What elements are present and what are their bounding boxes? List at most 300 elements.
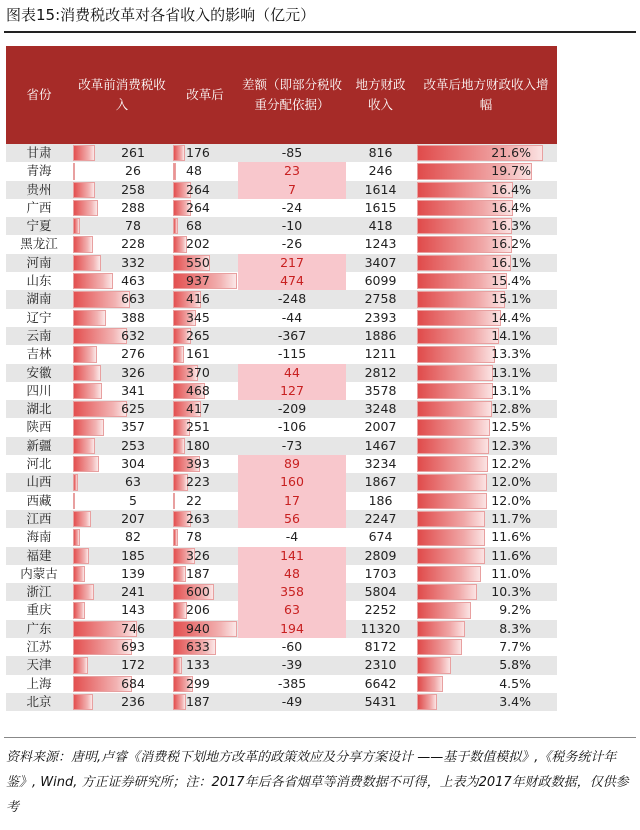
diff-cell	[238, 638, 346, 656]
table-row	[6, 656, 557, 674]
growth-cell	[415, 528, 557, 546]
header-province: 省份	[26, 87, 52, 102]
local-revenue-cell	[346, 656, 415, 674]
after-cell	[172, 345, 238, 363]
diff-value: 56	[284, 510, 300, 526]
after-value: 417	[186, 401, 210, 417]
province-name: 河南	[26, 254, 52, 270]
local-revenue-value: 2758	[364, 291, 397, 307]
after-value: 202	[186, 236, 210, 252]
province-name: 西藏	[26, 492, 52, 508]
before-cell	[72, 199, 172, 217]
province-cell	[6, 162, 72, 180]
after-value: 345	[186, 309, 210, 325]
province-name: 湖北	[26, 401, 52, 417]
province-name: 陕西	[26, 419, 52, 435]
before-value: 63	[125, 474, 141, 490]
growth-cell	[415, 345, 557, 363]
before-value: 143	[121, 602, 145, 618]
diff-cell	[238, 437, 346, 455]
diff-value: -85	[281, 145, 303, 160]
province-name: 天津	[26, 657, 52, 673]
province-name: 新疆	[26, 437, 52, 453]
after-value: 187	[186, 565, 210, 581]
before-cell	[72, 364, 172, 382]
growth-value: 11.0%	[491, 565, 531, 581]
diff-value: 44	[284, 364, 300, 380]
before-value: 228	[121, 236, 145, 252]
growth-value: 21.6%	[491, 145, 531, 160]
after-value: 176	[186, 145, 210, 160]
province-name: 广西	[26, 199, 52, 215]
province-name: 福建	[26, 547, 52, 563]
before-value: 253	[121, 437, 145, 453]
table-row	[6, 254, 557, 272]
after-value: 326	[186, 547, 210, 563]
province-name: 辽宁	[26, 309, 52, 325]
table-body	[6, 144, 557, 711]
local-revenue-value: 1243	[364, 236, 397, 252]
before-value: 241	[121, 584, 145, 600]
growth-cell	[415, 437, 557, 455]
before-cell	[72, 693, 172, 711]
after-value: 22	[186, 492, 202, 508]
after-value: 78	[186, 529, 202, 545]
after-cell	[172, 601, 238, 619]
header-before: 改革前消费税收入	[78, 77, 166, 112]
growth-cell	[415, 565, 557, 583]
before-cell	[72, 400, 172, 418]
before-value: 82	[125, 529, 141, 545]
province-cell	[6, 400, 72, 418]
growth-value: 16.3%	[491, 218, 531, 234]
after-value: 299	[186, 675, 210, 691]
before-value: 463	[121, 273, 145, 289]
province-name: 山西	[26, 474, 52, 490]
province-cell	[6, 565, 72, 583]
header-diff: 差额（即部分税收重分配依据）	[242, 77, 343, 112]
province-cell	[6, 418, 72, 436]
province-cell	[6, 382, 72, 400]
diff-value: -44	[281, 309, 303, 325]
growth-cell	[415, 217, 557, 235]
after-value: 161	[186, 346, 210, 362]
table-row	[6, 327, 557, 345]
before-cell	[72, 345, 172, 363]
table-row	[6, 638, 557, 656]
before-cell	[72, 181, 172, 199]
local-revenue-cell	[346, 547, 415, 565]
growth-cell	[415, 547, 557, 565]
after-cell	[172, 437, 238, 455]
growth-value: 12.0%	[491, 492, 531, 508]
growth-cell	[415, 583, 557, 601]
after-cell	[172, 254, 238, 272]
local-revenue-cell	[346, 675, 415, 693]
local-revenue-value: 2247	[364, 510, 397, 526]
before-value: 663	[121, 291, 145, 307]
local-revenue-value: 3234	[364, 456, 397, 472]
growth-value: 10.3%	[491, 584, 531, 600]
diff-value: -60	[281, 639, 303, 655]
title-divider	[4, 31, 636, 33]
after-value: 393	[186, 456, 210, 472]
before-cell	[72, 620, 172, 638]
local-revenue-cell	[346, 400, 415, 418]
local-revenue-cell	[346, 455, 415, 473]
before-cell	[72, 492, 172, 510]
before-value: 332	[121, 254, 145, 270]
growth-value: 9.2%	[499, 602, 531, 618]
local-revenue-value: 1211	[364, 346, 397, 362]
diff-value: -49	[281, 693, 303, 709]
province-cell	[6, 181, 72, 199]
province-name: 云南	[26, 327, 52, 343]
table-row	[6, 510, 557, 528]
before-value: 288	[121, 199, 145, 215]
local-revenue-value: 6642	[364, 675, 397, 691]
after-cell	[172, 565, 238, 583]
after-value: 48	[186, 163, 202, 179]
after-cell	[172, 492, 238, 510]
diff-cell	[238, 181, 346, 199]
diff-cell	[238, 345, 346, 363]
growth-cell	[415, 492, 557, 510]
header-local: 地方财政收入	[355, 77, 406, 112]
table-row	[6, 565, 557, 583]
growth-cell	[415, 455, 557, 473]
after-cell	[172, 309, 238, 327]
province-cell	[6, 492, 72, 510]
growth-value: 11.6%	[491, 529, 531, 545]
growth-value: 5.8%	[499, 657, 531, 673]
growth-cell	[415, 181, 557, 199]
after-cell	[172, 418, 238, 436]
province-cell	[6, 235, 72, 253]
local-revenue-cell	[346, 309, 415, 327]
province-name: 江苏	[26, 639, 52, 655]
table-row	[6, 492, 557, 510]
before-cell	[72, 290, 172, 308]
province-cell	[6, 675, 72, 693]
local-revenue-cell	[346, 601, 415, 619]
table-row	[6, 583, 557, 601]
local-revenue-cell	[346, 144, 415, 162]
after-cell	[172, 364, 238, 382]
table-row	[6, 473, 557, 491]
province-name: 吉林	[26, 346, 52, 362]
after-value: 265	[186, 327, 210, 343]
after-value: 187	[186, 693, 210, 709]
growth-cell	[415, 162, 557, 180]
after-value: 223	[186, 474, 210, 490]
after-value: 370	[186, 364, 210, 380]
diff-value: -385	[277, 675, 307, 691]
before-value: 185	[121, 547, 145, 563]
province-name: 浙江	[26, 584, 52, 600]
diff-value: 89	[284, 456, 300, 472]
province-cell	[6, 547, 72, 565]
province-name: 北京	[26, 693, 52, 709]
local-revenue-value: 1467	[364, 437, 397, 453]
growth-cell	[415, 473, 557, 491]
before-cell	[72, 162, 172, 180]
after-cell	[172, 528, 238, 546]
diff-cell	[238, 492, 346, 510]
before-value: 236	[121, 693, 145, 709]
diff-value: 474	[280, 273, 304, 289]
diff-cell	[238, 309, 346, 327]
after-cell	[172, 382, 238, 400]
before-cell	[72, 455, 172, 473]
after-cell	[172, 675, 238, 693]
growth-value: 15.1%	[491, 291, 531, 307]
diff-value: 23	[284, 163, 300, 179]
after-value: 550	[186, 254, 210, 270]
diff-cell	[238, 254, 346, 272]
after-cell	[172, 144, 238, 162]
local-revenue-value: 2809	[364, 547, 397, 563]
local-revenue-value: 5804	[364, 584, 397, 600]
province-cell	[6, 199, 72, 217]
figure-title: 图表15:消费税改革对各省收入的影响（亿元）	[6, 6, 316, 24]
growth-value: 13.1%	[491, 364, 531, 380]
local-revenue-value: 8172	[364, 639, 397, 655]
diff-value: -26	[281, 236, 303, 252]
table-row	[6, 272, 557, 290]
province-cell	[6, 583, 72, 601]
local-revenue-cell	[346, 217, 415, 235]
diff-value: -73	[281, 437, 303, 453]
growth-cell	[415, 272, 557, 290]
data-table	[6, 46, 557, 711]
growth-cell	[415, 309, 557, 327]
local-revenue-cell	[346, 473, 415, 491]
growth-value: 14.1%	[491, 327, 531, 343]
growth-value: 11.6%	[491, 547, 531, 563]
growth-value: 12.3%	[491, 437, 531, 453]
source-divider	[4, 737, 636, 738]
diff-value: -248	[277, 291, 307, 307]
growth-cell	[415, 510, 557, 528]
diff-cell	[238, 162, 346, 180]
growth-value: 14.4%	[491, 309, 531, 325]
growth-cell	[415, 418, 557, 436]
source-note: 资料来源：唐明,卢睿《消费税下划地方改革的政策效应及分享方案设计 ——基于数值模拟》,《税务统计年鉴》, Wind, 方正证券研究所；注：2017年后各省烟草等消费数据不可得，上表为2017年财政数据，仅供参考	[6, 750, 629, 815]
after-cell	[172, 473, 238, 491]
after-cell	[172, 620, 238, 638]
after-value: 180	[186, 437, 210, 453]
table-row	[6, 693, 557, 711]
before-cell	[72, 656, 172, 674]
after-cell	[172, 400, 238, 418]
province-cell	[6, 327, 72, 345]
table-row	[6, 400, 557, 418]
growth-cell	[415, 400, 557, 418]
before-cell	[72, 144, 172, 162]
province-name: 宁夏	[26, 218, 52, 234]
province-cell	[6, 437, 72, 455]
before-cell	[72, 382, 172, 400]
diff-cell	[238, 235, 346, 253]
table-row	[6, 418, 557, 436]
before-value: 684	[121, 675, 145, 691]
province-name: 内蒙古	[20, 565, 58, 581]
local-revenue-cell	[346, 620, 415, 638]
diff-value: -106	[277, 419, 307, 435]
growth-value: 11.7%	[491, 510, 531, 526]
growth-cell	[415, 638, 557, 656]
table-row	[6, 437, 557, 455]
diff-cell	[238, 418, 346, 436]
diff-value: 48	[284, 565, 300, 581]
table-row	[6, 345, 557, 363]
after-cell	[172, 547, 238, 565]
diff-cell	[238, 199, 346, 217]
before-value: 139	[121, 565, 145, 581]
diff-cell	[238, 382, 346, 400]
local-revenue-value: 1886	[364, 327, 397, 343]
table-row	[6, 162, 557, 180]
before-value: 326	[121, 364, 145, 380]
local-revenue-cell	[346, 162, 415, 180]
before-cell	[72, 583, 172, 601]
local-revenue-cell	[346, 235, 415, 253]
table-row	[6, 601, 557, 619]
growth-value: 19.7%	[491, 163, 531, 179]
local-revenue-value: 674	[368, 529, 393, 545]
province-cell	[6, 528, 72, 546]
growth-value: 12.5%	[491, 419, 531, 435]
growth-cell	[415, 254, 557, 272]
growth-value: 16.2%	[491, 236, 531, 252]
diff-cell	[238, 675, 346, 693]
before-cell	[72, 418, 172, 436]
after-cell	[172, 235, 238, 253]
province-cell	[6, 510, 72, 528]
diff-value: 17	[284, 492, 300, 508]
local-revenue-value: 2007	[364, 419, 397, 435]
local-revenue-cell	[346, 693, 415, 711]
before-value: 78	[125, 218, 141, 234]
before-cell	[72, 638, 172, 656]
before-cell	[72, 547, 172, 565]
diff-cell	[238, 565, 346, 583]
province-cell	[6, 345, 72, 363]
growth-value: 16.1%	[491, 254, 531, 270]
after-value: 206	[186, 602, 210, 618]
province-cell	[6, 309, 72, 327]
before-cell	[72, 254, 172, 272]
province-cell	[6, 601, 72, 619]
diff-value: 358	[280, 584, 304, 600]
diff-value: 194	[280, 620, 304, 636]
local-revenue-cell	[346, 583, 415, 601]
local-revenue-cell	[346, 418, 415, 436]
diff-cell	[238, 290, 346, 308]
diff-value: 7	[288, 181, 296, 197]
growth-value: 16.4%	[491, 181, 531, 197]
table-row	[6, 528, 557, 546]
province-name: 四川	[26, 382, 52, 398]
growth-value: 8.3%	[499, 620, 531, 636]
local-revenue-value: 2310	[364, 657, 397, 673]
local-revenue-value: 5431	[364, 693, 397, 709]
growth-cell	[415, 199, 557, 217]
after-value: 633	[186, 639, 210, 655]
table-row	[6, 199, 557, 217]
diff-cell	[238, 455, 346, 473]
growth-cell	[415, 144, 557, 162]
local-revenue-cell	[346, 327, 415, 345]
local-revenue-cell	[346, 492, 415, 510]
growth-value: 4.5%	[499, 675, 531, 691]
local-revenue-cell	[346, 345, 415, 363]
diff-value: -367	[277, 327, 307, 343]
province-cell	[6, 620, 72, 638]
province-name: 安徽	[26, 364, 52, 380]
after-value: 263	[186, 510, 210, 526]
after-value: 133	[186, 657, 210, 673]
header-growth: 改革后地方财政收入增幅	[423, 77, 549, 112]
before-value: 625	[121, 401, 145, 417]
local-revenue-value: 816	[368, 145, 393, 160]
province-name: 河北	[26, 456, 52, 472]
diff-value: 141	[280, 547, 304, 563]
province-cell	[6, 217, 72, 235]
table-row	[6, 382, 557, 400]
local-revenue-value: 1867	[364, 474, 397, 490]
growth-value: 16.4%	[491, 199, 531, 215]
table-row	[6, 620, 557, 638]
local-revenue-value: 11320	[360, 620, 401, 636]
growth-value: 13.3%	[491, 346, 531, 362]
before-cell	[72, 601, 172, 619]
before-value: 746	[121, 620, 145, 636]
before-value: 632	[121, 327, 145, 343]
diff-value: -4	[285, 529, 299, 545]
diff-value: -24	[281, 199, 303, 215]
diff-cell	[238, 217, 346, 235]
table-header	[6, 46, 557, 144]
local-revenue-value: 3578	[364, 382, 397, 398]
local-revenue-cell	[346, 199, 415, 217]
province-cell	[6, 364, 72, 382]
before-cell	[72, 473, 172, 491]
diff-cell	[238, 693, 346, 711]
diff-cell	[238, 144, 346, 162]
local-revenue-cell	[346, 364, 415, 382]
table-row	[6, 364, 557, 382]
before-value: 304	[121, 456, 145, 472]
local-revenue-cell	[346, 638, 415, 656]
province-name: 甘肃	[26, 145, 52, 160]
header-after: 改革后	[186, 87, 224, 102]
province-name: 贵州	[26, 181, 52, 197]
local-revenue-value: 2393	[364, 309, 397, 325]
after-value: 937	[186, 273, 210, 289]
table-row	[6, 181, 557, 199]
diff-cell	[238, 547, 346, 565]
after-value: 251	[186, 419, 210, 435]
before-cell	[72, 675, 172, 693]
diff-cell	[238, 364, 346, 382]
diff-cell	[238, 656, 346, 674]
after-value: 940	[186, 620, 210, 636]
after-cell	[172, 199, 238, 217]
local-revenue-value: 2252	[364, 602, 397, 618]
before-value: 261	[121, 145, 145, 160]
